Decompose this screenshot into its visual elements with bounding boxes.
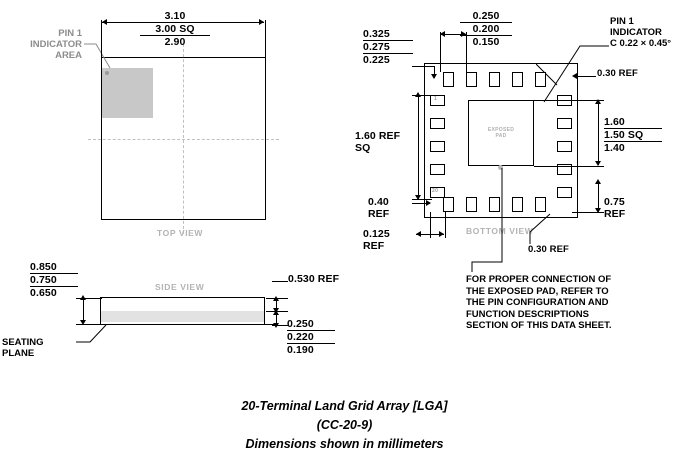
- left-stack-min: 0.225: [363, 53, 413, 66]
- seating-plane-label: [2, 337, 76, 359]
- epad-note-leader: [470, 166, 516, 274]
- standoff-max: 0.250: [287, 318, 314, 330]
- right-stack-dimline: [598, 102, 599, 165]
- left-ref-160-sq: SQ: [355, 142, 371, 154]
- top-view-width-arrow-right: [259, 19, 264, 25]
- bottom-view-label: BOTTOM VIEW: [466, 226, 534, 236]
- side-view-label: SIDE VIEW: [155, 282, 205, 292]
- top-view-center-v-axis: [183, 44, 184, 234]
- top-view-ext-left: [101, 20, 102, 58]
- pitch-max: 0.250: [472, 10, 500, 22]
- standoff-leader: [272, 325, 288, 326]
- top-view-pin1-indicator-area: [102, 68, 153, 118]
- ref-0125-arrow-right: [439, 231, 444, 237]
- bottom-view-left-stack: [363, 28, 413, 66]
- standoff-nom: 0.220: [287, 330, 335, 343]
- ref-030-top-leader: [574, 76, 596, 77]
- left-ref-160-dimline: [418, 96, 419, 199]
- bottom-view-left-ref-160: [355, 130, 415, 154]
- top-view-width-dimline: [102, 22, 264, 23]
- bottom-view-pad-bottom-5: [535, 197, 546, 212]
- ref-075-arrow-up: [595, 179, 601, 184]
- pitch-nom: 0.200: [460, 22, 512, 35]
- bottom-view-ref-0125: [363, 228, 413, 252]
- ref-0125-label: REF: [363, 240, 385, 252]
- bottom-view-pad-right-3: [557, 141, 572, 152]
- top-view-pin1-note-line2: INDICATOR: [30, 39, 82, 50]
- height-min: 0.650: [30, 286, 78, 299]
- top-view-width-arrow-left: [102, 19, 107, 25]
- bottom-view-pad-right-5: [557, 187, 572, 198]
- bottom-view-pin1-note-line2: INDICATOR: [610, 27, 662, 38]
- bottom-view-right-stack: [604, 116, 662, 154]
- bottom-view-pad-top-3: [489, 72, 500, 87]
- ref-0125-ext-2: [445, 212, 446, 238]
- bottom-view-pin1-note-line3: C 0.22 × 0.45°: [610, 38, 672, 49]
- left-stack-leader: [412, 66, 434, 67]
- epad-note-line4: FUNCTION DESCRIPTIONS: [466, 308, 589, 320]
- bottom-view-pitch-stack: [460, 10, 512, 48]
- ref-075-label: REF: [604, 208, 626, 220]
- side-view-standoff-stack: [287, 318, 335, 356]
- epad-note-line3: THE PIN CONFIGURATION AND: [466, 297, 609, 308]
- pitch-ext-left: [440, 32, 441, 72]
- ref-075-ext: [572, 212, 604, 213]
- epad-note-line5: SECTION OF THIS DATA SHEET.: [466, 320, 612, 331]
- left-stack-max: 0.325: [363, 28, 390, 40]
- right-stack-min: 1.40: [604, 141, 662, 154]
- epad-note-line1: FOR PROPER CONNECTION OF: [466, 274, 612, 285]
- top-view-width-min: 2.90: [140, 35, 210, 48]
- seating-plane-line1: SEATING: [2, 337, 44, 348]
- left-stack-arrow-down: [431, 74, 437, 79]
- standoff-arrow-up: [273, 310, 279, 315]
- pitch-min: 0.150: [460, 35, 512, 48]
- bottom-view-pin-20-number: 20: [432, 188, 439, 194]
- seating-plane-leader: [76, 322, 110, 344]
- top-view-label: TOP VIEW: [157, 228, 204, 238]
- ref-040-value: 0.40: [368, 196, 389, 208]
- ref-0125-arrow-left: [416, 231, 421, 237]
- bottom-view-ref-030-top: 0.30 REF: [597, 68, 638, 79]
- bottom-view-pad-left-2: [430, 118, 445, 129]
- ref-075-value: 0.75: [604, 196, 625, 208]
- ref-040-label: REF: [368, 208, 390, 220]
- ref-030-top-arrow: [572, 73, 577, 79]
- side-view-terminal-band: [101, 311, 264, 322]
- bottom-view-pad-top-2: [466, 72, 477, 87]
- epad-note-line2: THE EXPOSED PAD, REFER TO: [466, 285, 609, 297]
- ref-0530-leader: [272, 281, 288, 282]
- ref-0530-ext-top: [266, 298, 288, 299]
- pitch-ext-right: [466, 32, 467, 72]
- top-view-pin1-note-line3: AREA: [55, 50, 82, 61]
- bottom-view-exposed-pad-label: [476, 127, 526, 139]
- top-view-width-max: 3.10: [164, 10, 186, 22]
- bottom-view-pad-left-4: [430, 164, 445, 175]
- right-stack-max: 1.60: [604, 116, 625, 128]
- left-stack-nom: 0.275: [363, 40, 413, 53]
- bottom-view-ref-075: [604, 196, 648, 220]
- bottom-view-pin-1-number: 1: [434, 96, 438, 102]
- side-view-ref-0530: 0.530 REF: [288, 273, 340, 285]
- top-view-ext-right: [265, 20, 266, 58]
- caption-line3: Dimensions shown in millimeters: [245, 437, 444, 451]
- caption-line1: 20-Terminal Land Grid Array [LGA]: [241, 399, 448, 413]
- height-nom: 0.750: [30, 273, 78, 286]
- bottom-view-pad-bottom-1: [443, 197, 454, 212]
- seating-plane-line2: PLANE: [2, 348, 35, 359]
- ref-030-bottom-leader: [528, 212, 560, 246]
- ref-0125-value: 0.125: [363, 228, 390, 240]
- bottom-view-pad-top-1: [443, 72, 454, 87]
- bottom-view-pin1-note: [610, 16, 688, 49]
- bottom-view-ref-030-bottom: 0.30 REF: [528, 244, 569, 255]
- bottom-view-pin1-note-line1: PIN 1: [610, 16, 634, 27]
- ref-040-arrow: [426, 200, 431, 206]
- top-view-pin1-leader: [84, 40, 112, 72]
- right-stack-ext-top: [534, 100, 604, 101]
- height-max: 0.850: [30, 261, 57, 273]
- caption-line2: (CC-20-9): [316, 418, 373, 432]
- top-view-pin1-note: [2, 28, 82, 61]
- exposed-pad-connection-note: [466, 274, 676, 332]
- top-view-pin1-note-line1: PIN 1: [58, 28, 82, 39]
- top-view-width-nom: 3.00 SQ: [140, 22, 210, 35]
- bottom-view-pad-left-3: [430, 141, 445, 152]
- bottom-view-pad-top-4: [512, 72, 523, 87]
- exposed-pad-label-line2: PAD: [495, 133, 507, 139]
- left-ref-160-ext-top: [412, 95, 432, 96]
- exposed-pad-label-line1: EXPOSED: [487, 127, 515, 133]
- top-view-width-stack: [140, 10, 210, 48]
- left-ref-160-value: 1.60 REF: [355, 130, 401, 142]
- side-view-height-stack: [30, 261, 78, 299]
- standoff-min: 0.190: [287, 343, 335, 356]
- right-stack-ext-bottom: [534, 166, 604, 167]
- right-stack-nom: 1.50 SQ: [604, 128, 662, 141]
- bottom-view-ref-040: [368, 196, 412, 220]
- bottom-view-pad-right-2: [557, 118, 572, 129]
- height-ext-top: [76, 298, 102, 299]
- ref-0125-ext-1: [430, 212, 431, 238]
